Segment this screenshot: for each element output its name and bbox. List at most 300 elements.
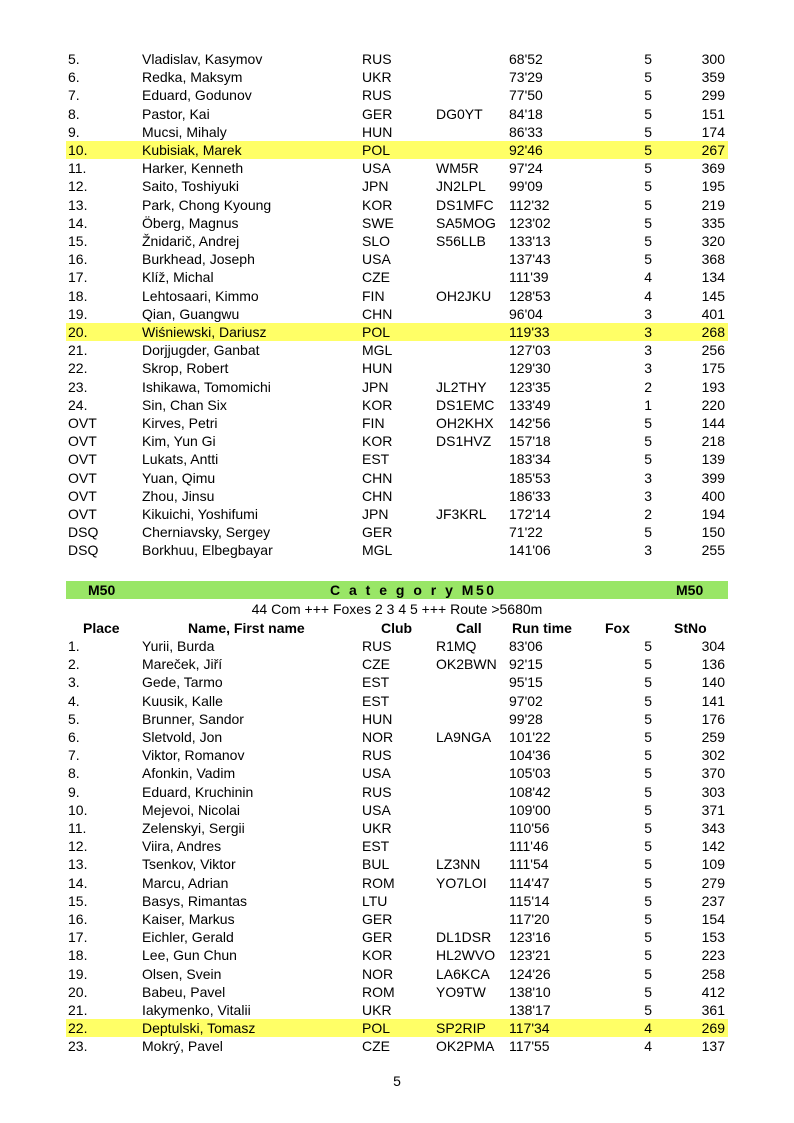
cell-name: Dorjjugder, Ganbat [142, 342, 260, 359]
cell-fox: 5 [644, 415, 652, 431]
cell-fox: 4 [644, 1038, 652, 1055]
cell-club: CZE [362, 1038, 390, 1055]
cell-club: HUN [362, 360, 393, 377]
header-place: Place [83, 620, 120, 636]
cell-stno: 140 [701, 674, 725, 691]
table-row [66, 323, 728, 341]
cell-name: Kubisiak, Marek [142, 142, 242, 158]
cell-club: LTU [362, 892, 388, 909]
cell-place: 2. [68, 656, 80, 673]
cell-name: Borkhuu, Elbegbayar [142, 542, 273, 559]
cell-time: 141'06 [509, 542, 551, 559]
cell-time: 138'17 [509, 1002, 551, 1018]
table-row [66, 86, 728, 104]
cell-time: 128'53 [509, 287, 551, 304]
cell-call: LZ3NN [436, 856, 481, 873]
cell-club: EST [362, 692, 390, 709]
cell-name: Kim, Yun Gi [142, 433, 216, 450]
cell-time: 123'21 [509, 947, 551, 964]
table-row [66, 655, 728, 673]
cell-time: 68'52 [509, 51, 543, 67]
cell-time: 186'33 [509, 487, 551, 504]
cell-club: EST [362, 451, 390, 468]
table-row [66, 1019, 728, 1037]
table-row [66, 68, 728, 86]
cell-call: LA9NGA [436, 729, 492, 745]
cell-time: 117'34 [509, 1020, 550, 1037]
table-row [66, 287, 728, 305]
cell-club: CHN [362, 305, 393, 322]
cell-place: 8. [68, 105, 80, 122]
cell-stno: 304 [701, 638, 725, 654]
cell-fox: 5 [644, 51, 652, 67]
cell-call: OH2KHX [436, 415, 494, 431]
table-row [66, 159, 728, 177]
cell-time: 142'56 [509, 415, 551, 431]
cell-stno: 237 [701, 892, 725, 909]
cell-club: FIN [362, 287, 385, 304]
cell-fox: 3 [644, 324, 652, 340]
cell-club: USA [362, 251, 391, 268]
cell-time: 117'55 [509, 1038, 550, 1055]
cell-club: EST [362, 838, 390, 855]
cell-fox: 5 [644, 142, 652, 158]
cell-club: RUS [362, 747, 392, 764]
cell-time: 92'15 [509, 656, 543, 673]
cell-name: Kaiser, Markus [142, 911, 235, 927]
cell-name: Skrop, Robert [142, 360, 229, 377]
cell-stno: 144 [701, 415, 725, 431]
cell-time: 84'18 [509, 105, 543, 122]
cell-place: 14. [68, 214, 88, 231]
table-row [66, 450, 728, 468]
cell-place: 15. [68, 892, 88, 909]
cell-call: DS1EMC [436, 396, 495, 413]
cell-name: Qian, Guangwu [142, 305, 240, 322]
cell-call: SA5MOG [436, 214, 496, 231]
table-row [66, 232, 728, 250]
cell-place: 7. [68, 87, 80, 104]
cell-fox: 3 [644, 487, 652, 504]
cell-time: 109'00 [509, 801, 551, 818]
cell-time: 137'43 [509, 251, 551, 268]
cell-time: 105'03 [509, 765, 551, 782]
cell-fox: 5 [644, 1002, 652, 1018]
cell-fox: 5 [644, 123, 652, 140]
cell-time: 127'03 [509, 342, 551, 359]
cell-fox: 5 [644, 674, 652, 691]
cell-stno: 267 [701, 142, 725, 158]
cell-name: Lukats, Antti [142, 451, 219, 468]
cell-fox: 5 [644, 856, 652, 873]
cell-name: Lehtosaari, Kimmo [142, 287, 259, 304]
cell-name: Afonkin, Vadim [142, 765, 236, 782]
cell-place: 13. [68, 856, 88, 873]
cell-stno: 150 [701, 524, 725, 541]
cell-time: 129'30 [509, 360, 551, 377]
table-row [66, 965, 728, 983]
cell-name: Redka, Maksym [142, 69, 243, 86]
category-subtitle: 44 Com +++ Foxes 2 3 4 5 +++ Route >5680m [251, 601, 543, 617]
cell-place: 10. [68, 801, 88, 818]
cell-place: 15. [68, 233, 88, 249]
cell-club: GER [362, 911, 393, 927]
cell-place: 18. [68, 947, 88, 964]
cell-stno: 369 [701, 160, 725, 177]
cell-time: 123'16 [509, 929, 551, 946]
cell-club: GER [362, 524, 393, 541]
cell-club: EST [362, 674, 390, 691]
cell-name: Iakymenko, Vitalii [142, 1002, 251, 1018]
cell-club: CHN [362, 469, 393, 486]
cell-place: OVT [68, 451, 97, 468]
table-row [66, 50, 728, 68]
cell-time: 111'46 [509, 838, 549, 855]
cell-call: JN2LPL [436, 178, 486, 195]
table-row [66, 692, 728, 710]
cell-name: Wiśniewski, Dariusz [142, 324, 267, 340]
page-number: 5 [393, 1073, 401, 1089]
cell-time: 133'13 [509, 233, 551, 249]
table-row [66, 469, 728, 487]
cell-fox: 5 [644, 638, 652, 654]
cell-stno: 175 [701, 360, 725, 377]
table-row [66, 541, 728, 559]
cell-stno: 368 [701, 251, 725, 268]
cell-club: NOR [362, 965, 394, 982]
cell-fox: 2 [644, 378, 652, 395]
cell-call: DG0YT [436, 105, 483, 122]
cell-club: JPN [362, 178, 389, 195]
cell-place: OVT [68, 487, 97, 504]
table-row [66, 1001, 728, 1019]
cell-club: GER [362, 105, 393, 122]
table-row [66, 214, 728, 232]
cell-club: ROM [362, 874, 395, 891]
table-row [66, 783, 728, 801]
cell-club: USA [362, 801, 391, 818]
cell-stno: 299 [701, 87, 725, 104]
table-row [66, 983, 728, 1001]
cell-stno: 174 [701, 123, 725, 140]
cell-club: HUN [362, 123, 393, 140]
cell-time: 101'22 [509, 729, 551, 745]
cell-name: Sin, Chan Six [142, 396, 227, 413]
cell-club: SLO [362, 233, 391, 249]
cell-time: 108'42 [509, 783, 551, 800]
cell-place: 12. [68, 838, 88, 855]
table-row [66, 819, 728, 837]
cell-place: 16. [68, 911, 88, 927]
cell-name: Viktor, Romanov [142, 747, 245, 764]
cell-place: 24. [68, 396, 88, 413]
cell-name: Tsenkov, Viktor [142, 856, 236, 873]
cell-stno: 269 [701, 1020, 725, 1037]
cell-name: Olsen, Svein [142, 965, 222, 982]
cell-time: 95'15 [509, 674, 543, 691]
cell-fox: 3 [644, 360, 652, 377]
cell-time: 71'22 [509, 524, 543, 541]
table-row [66, 396, 728, 414]
cell-stno: 139 [701, 451, 725, 468]
cell-name: Eduard, Godunov [142, 87, 252, 104]
cell-fox: 3 [644, 542, 652, 559]
cell-stno: 412 [701, 983, 725, 1000]
cell-fox: 3 [644, 305, 652, 322]
cell-fox: 1 [644, 396, 652, 413]
cell-name: Park, Chong Kyoung [142, 196, 272, 213]
cell-name: Yurii, Burda [142, 638, 215, 654]
header-fox: Fox [605, 620, 630, 636]
table-row [66, 196, 728, 214]
cell-call: OK2BWN [436, 656, 497, 673]
cell-name: Klíž, Michal [142, 269, 214, 286]
cell-place: 3. [68, 674, 80, 691]
cell-time: 185'53 [509, 469, 551, 486]
table-row [66, 892, 728, 910]
cell-name: Zelenskyi, Sergii [142, 820, 245, 836]
category-label-right: M50 [676, 582, 704, 598]
cell-stno: 256 [701, 342, 725, 359]
cell-time: 92'46 [509, 142, 543, 158]
cell-fox: 4 [644, 287, 652, 304]
cell-name: Mareček, Jiří [142, 656, 223, 673]
cell-name: Marcu, Adrian [142, 874, 229, 891]
cell-call: LA6KCA [436, 965, 490, 982]
cell-time: 73'29 [509, 69, 543, 86]
cell-club: USA [362, 160, 391, 177]
cell-time: 138'10 [509, 983, 551, 1000]
cell-place: 8. [68, 765, 80, 782]
cell-club: MGL [362, 542, 393, 559]
cell-name: Lee, Gun Chun [142, 947, 237, 964]
cell-place: OVT [68, 433, 97, 450]
table-row [66, 946, 728, 964]
cell-name: Deptulski, Tomasz [142, 1020, 256, 1037]
cell-call: SP2RIP [436, 1020, 486, 1037]
cell-name: Saito, Toshiyuki [142, 178, 240, 195]
table-row [66, 432, 728, 450]
cell-name: Kikuichi, Yoshifumi [142, 506, 258, 522]
cell-place: 17. [68, 269, 88, 286]
cell-name: Mucsi, Mihaly [142, 123, 227, 140]
category-label-left: M50 [88, 582, 116, 598]
cell-place: 23. [68, 378, 88, 395]
cell-fox: 2 [644, 506, 652, 522]
cell-stno: 193 [701, 378, 725, 395]
cell-stno: 220 [701, 396, 725, 413]
cell-name: Basys, Rimantas [142, 892, 248, 909]
cell-name: Vladislav, Kasymov [142, 51, 263, 67]
table-row [66, 123, 728, 141]
table-row [66, 801, 728, 819]
cell-stno: 136 [701, 656, 725, 673]
cell-place: 19. [68, 305, 88, 322]
cell-stno: 109 [701, 856, 725, 873]
cell-club: GER [362, 929, 393, 946]
table-row [66, 637, 728, 655]
header-call: Call [456, 620, 482, 636]
table-row [66, 874, 728, 892]
category-title: C a t e g o r y M50 [330, 582, 497, 598]
cell-club: RUS [362, 51, 392, 67]
header-name: Name, First name [188, 620, 305, 636]
cell-club: CZE [362, 656, 390, 673]
cell-place: 20. [68, 983, 88, 1000]
cell-fox: 5 [644, 911, 652, 927]
cell-club: RUS [362, 87, 392, 104]
cell-name: Gede, Tarmo [142, 674, 223, 691]
cell-time: 124'26 [509, 965, 551, 982]
table-row [66, 523, 728, 541]
cell-club: ROM [362, 983, 395, 1000]
cell-name: Mokrý, Pavel [142, 1038, 223, 1055]
cell-fox: 5 [644, 874, 652, 891]
cell-club: JPN [362, 506, 389, 522]
cell-stno: 361 [701, 1002, 725, 1018]
cell-place: 5. [68, 51, 80, 67]
cell-stno: 137 [701, 1038, 725, 1055]
cell-stno: 302 [701, 747, 725, 764]
cell-stno: 303 [701, 783, 725, 800]
cell-place: 4. [68, 692, 80, 709]
cell-fox: 5 [644, 929, 652, 946]
cell-place: DSQ [68, 524, 99, 541]
cell-time: 172'14 [509, 506, 551, 522]
cell-time: 111'54 [509, 856, 549, 873]
cell-fox: 5 [644, 820, 652, 836]
cell-place: 14. [68, 874, 88, 891]
cell-stno: 176 [701, 710, 725, 727]
cell-stno: 134 [701, 269, 725, 286]
cell-club: USA [362, 765, 391, 782]
cell-place: 6. [68, 729, 80, 745]
cell-stno: 195 [701, 178, 725, 195]
cell-name: Yuan, Qimu [142, 469, 216, 486]
cell-stno: 335 [701, 214, 725, 231]
cell-club: UKR [362, 69, 392, 86]
cell-place: OVT [68, 506, 97, 522]
cell-name: Pastor, Kai [142, 105, 210, 122]
cell-place: 12. [68, 178, 88, 195]
cell-place: 1. [68, 638, 80, 654]
cell-stno: 279 [701, 874, 725, 891]
cell-place: 21. [68, 1002, 88, 1018]
table-row [66, 105, 728, 123]
cell-place: 9. [68, 783, 80, 800]
cell-stno: 151 [701, 105, 725, 122]
cell-call: JF3KRL [436, 506, 487, 522]
cell-fox: 5 [644, 947, 652, 964]
cell-fox: 4 [644, 1020, 652, 1037]
cell-club: KOR [362, 396, 393, 413]
cell-name: Burkhead, Joseph [142, 251, 255, 268]
table-row [66, 910, 728, 928]
table-row [66, 746, 728, 764]
cell-stno: 219 [701, 196, 725, 213]
header-stno: StNo [674, 620, 707, 636]
cell-stno: 343 [701, 820, 725, 836]
cell-time: 99'28 [509, 710, 543, 727]
cell-club: FIN [362, 415, 385, 431]
cell-time: 77'50 [509, 87, 543, 104]
cell-fox: 3 [644, 469, 652, 486]
cell-club: POL [362, 142, 391, 158]
cell-name: Brunner, Sandor [142, 710, 244, 727]
cell-call: YO9TW [436, 983, 486, 1000]
cell-stno: 268 [701, 324, 725, 340]
cell-time: 115'14 [509, 892, 550, 909]
cell-club: POL [362, 324, 391, 340]
cell-fox: 4 [644, 269, 652, 286]
cell-call: S56LLB [436, 233, 486, 249]
cell-call: R1MQ [436, 638, 477, 654]
cell-fox: 5 [644, 524, 652, 541]
cell-club: RUS [362, 783, 392, 800]
table-row [66, 673, 728, 691]
cell-fox: 5 [644, 765, 652, 782]
cell-club: MGL [362, 342, 393, 359]
cell-fox: 5 [644, 160, 652, 177]
cell-club: UKR [362, 820, 392, 836]
cell-name: Zhou, Jinsu [142, 487, 215, 504]
cell-fox: 5 [644, 965, 652, 982]
cell-club: NOR [362, 729, 394, 745]
table-row [66, 855, 728, 873]
cell-name: Mejevoi, Nicolai [142, 801, 241, 818]
cell-club: KOR [362, 196, 393, 213]
cell-time: 97'24 [509, 160, 543, 177]
cell-call: YO7LOI [436, 874, 487, 891]
header-run-time: Run time [512, 620, 572, 636]
cell-place: 11. [68, 160, 87, 177]
cell-stno: 300 [701, 51, 725, 67]
cell-time: 123'35 [509, 378, 551, 395]
table-row [66, 378, 728, 396]
cell-call: JL2THY [436, 378, 487, 395]
cell-stno: 320 [701, 233, 725, 249]
cell-fox: 5 [644, 801, 652, 818]
table-row [66, 177, 728, 195]
cell-club: POL [362, 1020, 391, 1037]
cell-stno: 399 [701, 469, 725, 486]
cell-place: OVT [68, 415, 97, 431]
table-row [66, 764, 728, 782]
cell-fox: 3 [644, 342, 652, 359]
cell-fox: 5 [644, 451, 652, 468]
cell-club: HUN [362, 710, 393, 727]
cell-fox: 5 [644, 838, 652, 855]
cell-fox: 5 [644, 433, 652, 450]
table-row [66, 250, 728, 268]
cell-stno: 401 [701, 305, 725, 322]
cell-call: DS1MFC [436, 196, 494, 213]
cell-fox: 5 [644, 729, 652, 745]
cell-stno: 145 [701, 287, 725, 304]
cell-name: Žnidarič, Andrej [142, 233, 240, 249]
cell-time: 183'34 [509, 451, 551, 468]
header-club: Club [381, 620, 413, 636]
cell-fox: 5 [644, 178, 652, 195]
cell-name: Viira, Andres [142, 838, 222, 855]
cell-place: OVT [68, 469, 97, 486]
cell-stno: 359 [701, 69, 725, 86]
cell-club: RUS [362, 638, 392, 654]
table-row [66, 305, 728, 323]
cell-time: 133'49 [509, 396, 551, 413]
table-row [66, 1037, 728, 1055]
cell-name: Harker, Kenneth [142, 160, 244, 177]
